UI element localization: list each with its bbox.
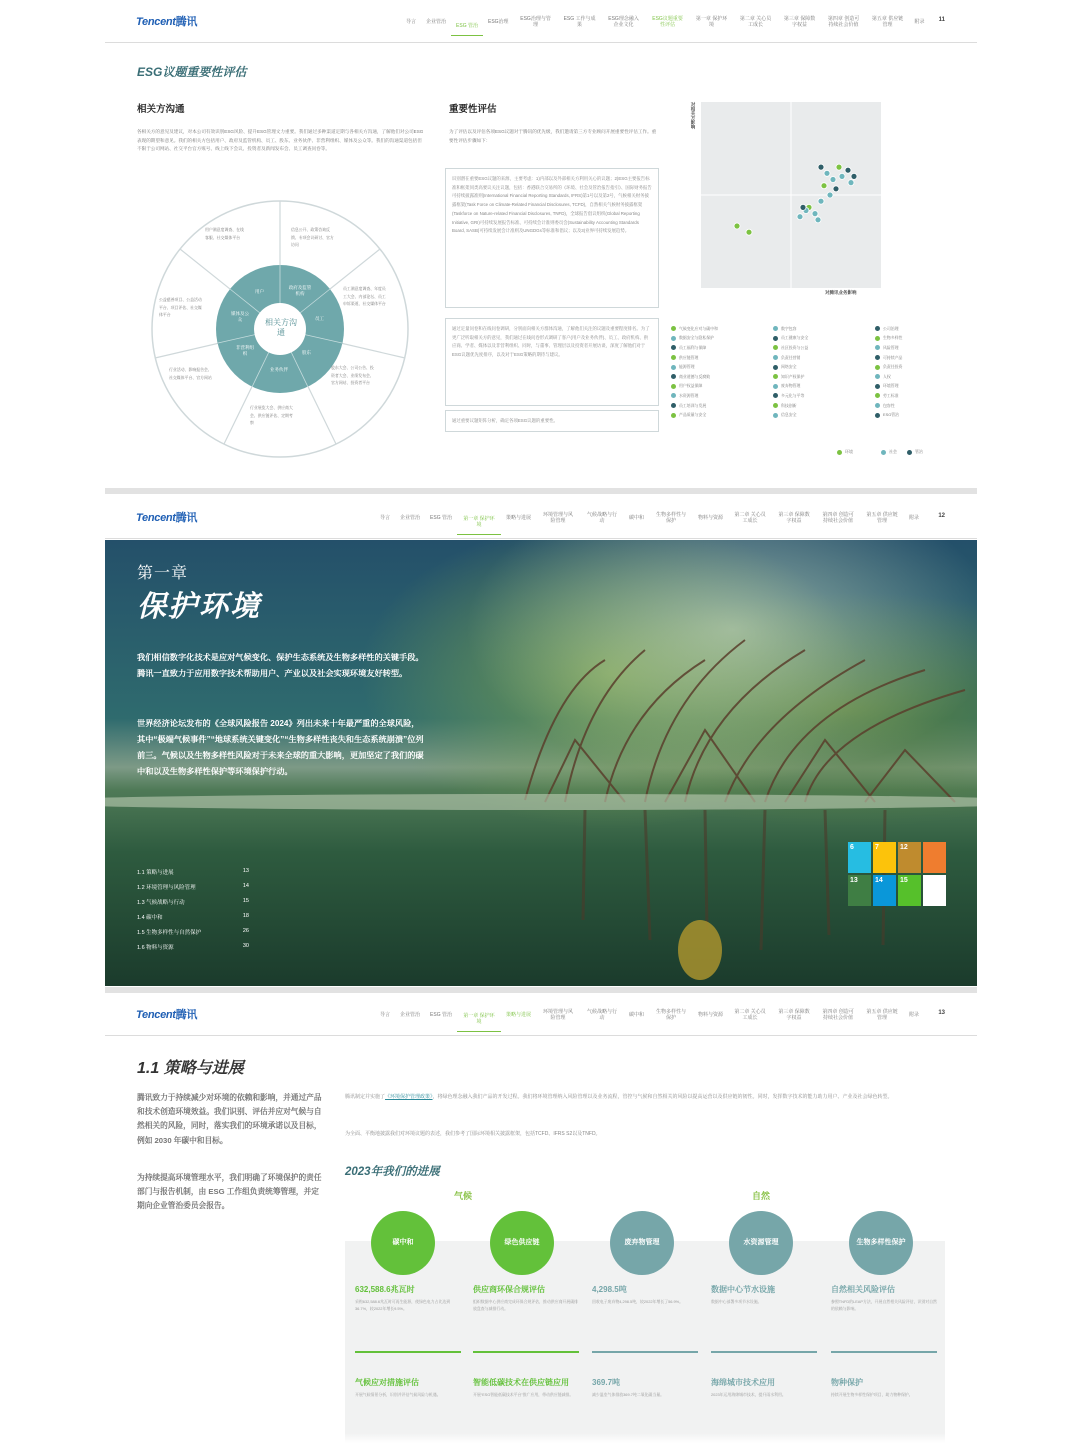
page-separator — [105, 488, 977, 494]
nav-item[interactable]: 附录 — [914, 19, 925, 25]
nav-item[interactable]: 第二章 关心员工成长 — [734, 1009, 766, 1021]
legend-dot — [837, 450, 842, 455]
legend-item — [773, 410, 871, 420]
sdg-blank-icon — [923, 875, 946, 906]
legend-dot — [773, 345, 778, 350]
legend-label: 可持续产品 — [883, 354, 903, 360]
legend-label: 信息安全 — [781, 412, 797, 418]
progress-stat: 自然相关风险评估 参照TNFD的LEAP方法，开展自然相关风险评估，识别对自然的依赖与影响。 — [831, 1285, 937, 1311]
section-title: 1.1 策略与进展 — [137, 1060, 244, 1077]
legend-item — [773, 372, 871, 382]
matrix-legend-column — [773, 324, 871, 420]
legend-item — [875, 362, 973, 372]
legend-label: 包容性 — [883, 402, 895, 408]
legend-label: 员工福利与保障 — [679, 344, 707, 350]
progress-stat: 369.7吨 减少温室气体排放369.7吨二氧化碳当量。 — [592, 1378, 664, 1397]
nav-item[interactable]: ESG治理 — [487, 19, 509, 25]
legend-item — [773, 382, 871, 392]
progress-circle-water: 水资源管理 — [729, 1211, 793, 1275]
legend-dot — [875, 345, 880, 350]
legend-dot — [875, 374, 880, 379]
legend-dot — [671, 384, 676, 389]
matrix-y-axis-label: 对相关方影响 — [691, 102, 696, 129]
legend-dot — [671, 403, 676, 408]
progress-stat: 数据中心节水设施 数据中心部署多项节水设施。 — [711, 1285, 775, 1304]
legend-dot — [875, 384, 880, 389]
nav-item[interactable]: 环境管理与风险管理 — [542, 1009, 573, 1021]
legend-label: 员工健康与安全 — [781, 335, 809, 341]
matrix-x-axis-label: 对腾讯业务影响 — [825, 290, 857, 295]
nav-item[interactable]: 附录 — [909, 515, 920, 521]
nav-item[interactable]: 气候战略与行动 — [586, 1009, 617, 1021]
wheel-outer-text: 公益慈善项目、公益活动平台、项目评估、社交媒体平台 — [159, 297, 202, 317]
legend-label: 负责任投资 — [883, 364, 903, 370]
materiality-step-3: 通过重要议题矩阵分析，确定各项ESG议题的重要性。 — [445, 410, 659, 432]
progress-stat: 供应商环保合规评估 组织数据中心供应商完成环保合规评估，推动供应商开展碳排放盘查与减排行动。 — [473, 1285, 579, 1311]
legend-label: 气候变化应对与碳中和 — [679, 325, 718, 331]
legend-item — [875, 324, 973, 334]
matrix-point — [815, 217, 821, 223]
legend-dot — [875, 355, 880, 360]
progress-stat: 气候应对措施评估 开展气候情景分析，识别并评估气候风险与机遇。 — [355, 1378, 441, 1397]
matrix-point — [830, 177, 836, 183]
legend-dot — [875, 365, 880, 370]
wheel-outer-text: 员工满意度调查、年度员工大会、内部论坛、员工申诉渠道、社交媒体平台 — [343, 286, 386, 306]
wheel-inner-label: 员工 — [315, 316, 324, 321]
legend-item — [773, 353, 871, 363]
materiality-step-1: 识别潜在重要ESG议题的来源，主要考虑：1)内部以及外部相关方利用关心的议题；2)ESG主要报告标准和框架同类高要议关注议题，包括：香港联合交易所的《环境、社会及管治报告指引》、国际财务报告可持续披露准则(International Financial Reporting Standards, IFRS)第1号以及第2号，气候相关财务披露框架(Task Force on Climate-Related Financial Disclosures, TCFD)，自然相关气候财务披露框架(Taskforce on Nature-related Financial Disclosures, TNFD)，全球报告倡议组织(Global Reporting Initiative, GRI)可持续发展报告标准、可持续会计准则委员会(Sustainability Accounting Standards Board, SASB)可持续发展会计准则及UNGDGs等标准和倡议；以及3)业界可持续发展趋势。 — [445, 168, 659, 308]
legend-label: 产品质量与安全 — [679, 412, 707, 418]
nav-item[interactable]: 导言 — [380, 1012, 391, 1018]
legend-label: 公司治理 — [883, 325, 899, 331]
legend-item — [671, 372, 769, 382]
sdg-7-icon: 7 — [873, 842, 896, 873]
sdg-extra-icon — [923, 842, 946, 873]
legend-item — [875, 353, 973, 363]
chapter-toc — [137, 868, 249, 958]
materiality-step-2: 通过定量问卷和在线问卷调研，分别面向相关方群体沟通，了解他们关注的议题及重要程度排名。为了更广泛听取相关方的意见，我们通过在线问卷形式调研了客户(用户及业务伙伴)、员工、政府机构、供应商、学者、媒体以及非营利组织、同时，与董事、管理层以及投资者开展访谈，深度了解他们对于ESG议题优先度排序，以及对于ESG策略的期待与建议。 — [445, 318, 659, 406]
wheel-center-label: 相关方沟通 — [265, 318, 297, 337]
legend-label: 废弃物管理 — [781, 383, 801, 389]
page-chapter-environment — [105, 496, 977, 986]
matrix-point — [848, 180, 854, 186]
section-title: ESG议题重要性评估 — [137, 65, 247, 79]
divider-line — [592, 1351, 698, 1353]
legend-item — [773, 343, 871, 353]
nav-item[interactable]: 第四章 创造可持续社会价值 — [822, 512, 854, 524]
wheel-inner-label: 股东 — [302, 350, 311, 355]
toc-item[interactable]: 1.6 物料与资源 30 — [137, 943, 249, 951]
legend-dot — [773, 384, 778, 389]
wheel-outer-text: 信息公开、政策咨询反馈、专项会议研讨、官方访问 — [291, 227, 334, 247]
matrix-point — [833, 186, 839, 192]
nav-item-active[interactable]: ESG 管治 — [451, 23, 483, 36]
legend-item — [671, 343, 769, 353]
policy-link[interactable]: 《环境保护管理政策》 — [385, 1094, 433, 1100]
legend-group-environment: 环境 — [837, 449, 853, 455]
sdg-12-icon: 12 — [898, 842, 921, 873]
nav-item[interactable]: 第一章 保护环境 — [695, 16, 728, 28]
nav-menu — [375, 1001, 937, 1029]
matrix-point — [851, 173, 857, 179]
matrix-point — [836, 164, 842, 170]
wheel-inner-label: 媒体及公众 — [231, 311, 249, 322]
legend-item — [773, 391, 871, 401]
sdg-6-icon: 6 — [848, 842, 871, 873]
legend-item — [773, 324, 871, 334]
legend-dot — [773, 365, 778, 370]
nav-item[interactable]: ESG议题重要性评估 — [652, 16, 683, 28]
legend-label: 数字包容 — [781, 325, 797, 331]
progress-circle-green-supply-chain: 绿色供应链 — [490, 1211, 554, 1275]
legend-dot — [875, 393, 880, 398]
group-label-climate: 气候 — [454, 1191, 473, 1201]
nav-item[interactable]: 环境管理与风险管理 — [542, 512, 573, 524]
legend-label: ESG管治 — [883, 412, 899, 418]
materiality-heading: 重要性评估 — [449, 104, 497, 115]
legend-label: 负责任营销 — [781, 354, 801, 360]
materiality-intro: 为了评估以及评估各项ESG议题对于腾讯的优先级，我们邀请第三方专业顾问开展重要性评估工作。重要性评估步骤如下： — [449, 129, 657, 143]
matrix-point — [839, 173, 845, 179]
progress-circle-waste: 废弃物管理 — [610, 1211, 674, 1275]
group-label-nature: 自然 — [752, 1191, 771, 1201]
matrix-point — [800, 204, 806, 210]
legend-label: 环境管理 — [883, 383, 899, 389]
wheel-inner-label: 非营利组织 — [236, 345, 254, 356]
nav-item[interactable]: 生物多样性与保护 — [656, 512, 687, 524]
legend-item — [875, 382, 973, 392]
legend-dot — [875, 403, 880, 408]
nav-item[interactable]: 碳中和 — [629, 1012, 645, 1018]
legend-item — [671, 410, 769, 420]
wheel-inner-label: 政府及监管机构 — [288, 285, 312, 296]
legend-dot — [671, 413, 676, 418]
divider-line — [473, 1351, 579, 1353]
legend-group-social: 社会 — [881, 449, 897, 455]
legend-label: 数据安全与隐私保护 — [679, 335, 715, 341]
legend-dot — [671, 345, 676, 350]
nav-item[interactable]: 物料与资源 — [698, 515, 724, 521]
legend-label: 社区投资与公益 — [781, 344, 809, 350]
page-number: 11 — [938, 17, 945, 23]
legend-item — [671, 391, 769, 401]
page-number: 12 — [938, 513, 945, 519]
legend-dot — [773, 326, 778, 331]
legend-item — [875, 334, 973, 344]
nav-item[interactable]: 第五章 供应链管理 — [866, 1009, 898, 1021]
matrix-point — [845, 167, 851, 173]
stakeholder-heading: 相关方沟通 — [137, 104, 185, 115]
legend-label: 员工培训与发展 — [679, 402, 707, 408]
nav-item[interactable]: 第四章 创造可持续社会价值 — [827, 16, 860, 28]
wheel-outer-text: 行业展览大会、供应商大会、供应链评估、定期考察 — [250, 405, 293, 425]
legend-dot — [671, 326, 676, 331]
nav-item[interactable]: 第二章 关心员工成长 — [739, 16, 772, 28]
sdg-13-icon: 13 — [848, 875, 871, 906]
legend-item — [875, 410, 973, 420]
legend-label: 劳工标准 — [883, 392, 899, 398]
matrix-svg — [691, 100, 883, 290]
chapter-title: 保护环境 — [137, 591, 262, 623]
progress-circle-carbon-neutral: 碳中和 — [371, 1211, 435, 1275]
wheel-outer-text: 股东大会、公司公告、投资者大会、业绩发布会、官方网站、投资者平台 — [331, 365, 374, 385]
page-number: 13 — [938, 1010, 945, 1016]
nav-item[interactable]: 第三章 保障数字权益 — [778, 512, 810, 524]
nav-item[interactable]: 第三章 保障数字权益 — [783, 16, 816, 28]
divider-line — [711, 1351, 817, 1353]
legend-label: 能源管理 — [679, 364, 695, 370]
legend-dot — [881, 450, 886, 455]
progress-stat: 智能低碳技术在供应链应用 开展“ESG智能低碳技术平台”推广应用，带动供应链减排。 — [473, 1378, 574, 1397]
matrix-point — [746, 229, 752, 235]
stakeholder-paragraph: 各相关方的意见及建议，对本公司有效识别ESG风险、提升ESG管理文力重要。我们通过多种渠道定期与各相关方沟通，了解他们对公司ESG表现的期望和意见。我们的相关方包括用户、政府及监管机构、员工、股东、业务伙伴、非营利组织、媒体及公众等。我们的沟通渠道包括但不限于公司网站、社交平台官方账号、线上线下会议、投资者及新闻发布会、员工调查问卷等。 — [137, 129, 424, 152]
nav-item[interactable]: 第五章 供应链管理 — [866, 512, 898, 524]
legend-label: 商业道德与反腐败 — [679, 373, 711, 379]
sdg-15-icon: 15 — [898, 875, 921, 906]
toc-item[interactable]: 1.4 碳中和 18 — [137, 913, 249, 921]
nav-item[interactable]: 策略与进展 — [505, 1012, 531, 1018]
legend-dot — [671, 365, 676, 370]
nav-item[interactable]: 物料与资源 — [698, 1012, 724, 1018]
matrix-point — [797, 214, 803, 220]
nav-item[interactable]: 策略与进展 — [505, 515, 531, 521]
legend-item — [875, 372, 973, 382]
nav-item[interactable]: ESG 管治 — [430, 1012, 452, 1018]
matrix-legend-column — [671, 324, 769, 420]
nav-item[interactable]: 生物多样性与保护 — [656, 1009, 687, 1021]
nav-item[interactable]: 第四章 创造可持续社会价值 — [822, 1009, 854, 1021]
legend-dot — [875, 336, 880, 341]
nav-item[interactable]: 第三章 保障数字权益 — [778, 1009, 810, 1021]
legend-label: 知识产权保护 — [781, 373, 805, 379]
strategy-paragraph-2: 为持续提高环境管理水平，我们明确了环境保护的责任部门与报告机制，由 ESG 工作组负责统筹管理，并定期向企业管治委员会报告。 — [137, 1173, 322, 1211]
legend-group-governance: 管治 — [907, 449, 923, 455]
nav-item[interactable]: ESG理念融入企业文化 — [608, 16, 639, 28]
legend-item — [773, 334, 871, 344]
legend-label: 多元化与平等 — [781, 392, 805, 398]
page-fade — [105, 1433, 977, 1443]
materiality-matrix — [691, 100, 883, 290]
legend-label: 用户权益保障 — [679, 383, 703, 389]
strategy-paragraph-1: 腾讯致力于持续减少对环境的依赖和影响，并通过产品和技术创造环境效益。我们识别、评估并应对气候与自然相关的风险，同时，落实我们的环境承诺以及目标，例如 2030 年碳中和目标。 — [137, 1093, 322, 1145]
legend-dot — [671, 393, 676, 398]
nav-item[interactable]: 企业管治 — [400, 1012, 421, 1018]
progress-title: 2023年我们的进展 — [345, 1166, 440, 1178]
matrix-point — [818, 198, 824, 204]
matrix-point — [821, 183, 827, 189]
toc-item[interactable]: 1.5 生物多样性与自然保护 26 — [137, 928, 249, 936]
legend-dot — [875, 413, 880, 418]
page-strategy-progress — [105, 993, 977, 1443]
legend-dot — [773, 336, 778, 341]
chapter-intro-1: 我们相信数字化技术是应对气候变化、保护生态系统及生物多样性的关键手段。腾讯一直致力于应用数字技术帮助用户、产业以及社会实现环境友好转型。 — [137, 653, 424, 678]
legend-item — [671, 382, 769, 392]
nav-menu — [401, 8, 937, 36]
legend-dot — [773, 413, 778, 418]
matrix-point — [812, 211, 818, 217]
nav-menu — [375, 504, 937, 532]
legend-item — [671, 401, 769, 411]
legend-item — [671, 324, 769, 334]
legend-dot — [773, 355, 778, 360]
nav-item-active[interactable]: 第一章 保护环境 — [457, 516, 501, 535]
legend-label: 风险管理 — [883, 344, 899, 350]
toc-item[interactable]: 1.1 策略与进展 13 — [137, 868, 249, 876]
nav-item[interactable]: 附录 — [909, 1012, 920, 1018]
hero-mangrove-image — [105, 540, 977, 986]
chapter-label: 第一章 — [137, 565, 189, 582]
matrix-point — [827, 192, 833, 198]
sdg-14-icon: 14 — [873, 875, 896, 906]
legend-label: 人权 — [883, 373, 891, 379]
legend-label: 网络安全 — [781, 364, 797, 370]
progress-stat: 物种保护 持续开展生物多样性保护项目，助力物种保护。 — [831, 1378, 913, 1397]
progress-stat: 4,298.5吨 回收电子废弃物4,298.5吨，较2022年增长了56.9%。 — [592, 1285, 684, 1304]
tencent-logo[interactable]: Tencent腾讯 — [136, 1009, 198, 1021]
matrix-point — [818, 164, 824, 170]
legend-label: 水资源管理 — [679, 392, 699, 398]
divider-line — [355, 1351, 461, 1353]
matrix-point — [734, 223, 740, 229]
progress-stat: 632,588.6兆瓦时 采购632,588.6兆瓦时可再生能源，使绿色电力占比达到36.7%，较2022年增长9.5%。 — [355, 1285, 451, 1311]
strategy-right-paragraph-2: 为全面、平衡地披露我们对环境议题的表述，我们参考了国际环境相关披露框架，包括TCFD、IFRS S2以及TNFD。 — [345, 1131, 601, 1137]
legend-item — [671, 353, 769, 363]
nav-item[interactable]: 碳中和 — [629, 515, 645, 521]
divider-line — [831, 1351, 937, 1353]
nav-item[interactable]: 第五章 供应链管理 — [871, 16, 904, 28]
matrix-legend-column — [875, 324, 973, 420]
nav-item[interactable]: ESG治理与管理 — [520, 16, 551, 28]
nav-item[interactable]: 导言 — [406, 19, 417, 25]
wheel-inner-label: 业务伙伴 — [270, 367, 288, 372]
legend-item — [875, 401, 973, 411]
legend-item — [671, 334, 769, 344]
legend-dot — [875, 326, 880, 331]
legend-dot — [671, 355, 676, 360]
legend-dot — [773, 393, 778, 398]
progress-circle-biodiversity: 生物多样性保护 — [849, 1211, 913, 1275]
nav-item[interactable]: 第二章 关心员工成长 — [734, 512, 766, 524]
chapter-intro-2: 世界经济论坛发布的《全球风险报告 2024》列出未来十年最严重的全球风险，其中“极端气候事件”“地球系统关键变化”“生物多样性丧失和生态系统崩溃”位列前三。气候以及生物多样性风险对于未来全球的重大影响，更加坚定了我们的碳中和以及生物多样性保护等环境保护行动。 — [137, 719, 424, 776]
matrix-point — [824, 170, 830, 176]
legend-item — [773, 362, 871, 372]
wheel-outer-text: 用户满意度调查、在线客服、社交媒体平台 — [205, 227, 244, 240]
wheel-outer-text: 行业活动、影响报告会、社交媒体平台、官方网站 — [169, 367, 212, 380]
toc-item[interactable]: 1.3 气候战略与行动 15 — [137, 898, 249, 906]
legend-item — [875, 343, 973, 353]
legend-label: 供应链管理 — [679, 354, 699, 360]
tencent-logo[interactable]: Tencent腾讯 — [136, 512, 198, 524]
page-esg-materiality — [105, 0, 977, 486]
nav-item[interactable]: 气候战略与行动 — [586, 512, 617, 524]
wheel-inner-label: 用户 — [255, 289, 264, 294]
legend-dot — [671, 374, 676, 379]
page-header — [105, 0, 977, 43]
nav-item[interactable]: 企业管治 — [400, 515, 421, 521]
strategy-right-paragraph-1: 腾讯制定并实施了《环境保护管理政策》，将绿色理念融入我们产品的开发过程。我们将环境管理纳入风险管理以及业务流程，管控与气候和自然相关的风险以提高运营以及供应链的韧性。同时，发挥数字技术的能力助力用户、产业及社会绿色转型。 — [345, 1094, 893, 1100]
toc-item[interactable]: 1.2 环境管理与风险管理 14 — [137, 883, 249, 891]
nav-item[interactable]: ESG 管治 — [430, 515, 452, 521]
nav-item[interactable]: 企业管治 — [426, 19, 447, 25]
page-header — [105, 993, 977, 1036]
legend-dot — [907, 450, 912, 455]
nav-item[interactable]: 导言 — [380, 515, 391, 521]
tencent-logo[interactable]: Tencent腾讯 — [136, 16, 198, 28]
legend-dot — [773, 374, 778, 379]
legend-item — [773, 401, 871, 411]
page-header — [105, 496, 977, 539]
progress-stat: 海绵城市技术应用 2023年运用海绵城市技术，提升雨水利用。 — [711, 1378, 786, 1397]
nav-item[interactable]: ESG 工作与成果 — [563, 16, 596, 28]
legend-dot — [773, 403, 778, 408]
legend-item — [875, 391, 973, 401]
nav-item-active[interactable]: 第一章 保护环境 — [457, 1013, 501, 1032]
legend-label: 生物多样性 — [883, 335, 903, 341]
sdg-icons — [848, 842, 946, 906]
legend-label: 科技创新 — [781, 402, 797, 408]
legend-item — [671, 362, 769, 372]
legend-dot — [671, 336, 676, 341]
